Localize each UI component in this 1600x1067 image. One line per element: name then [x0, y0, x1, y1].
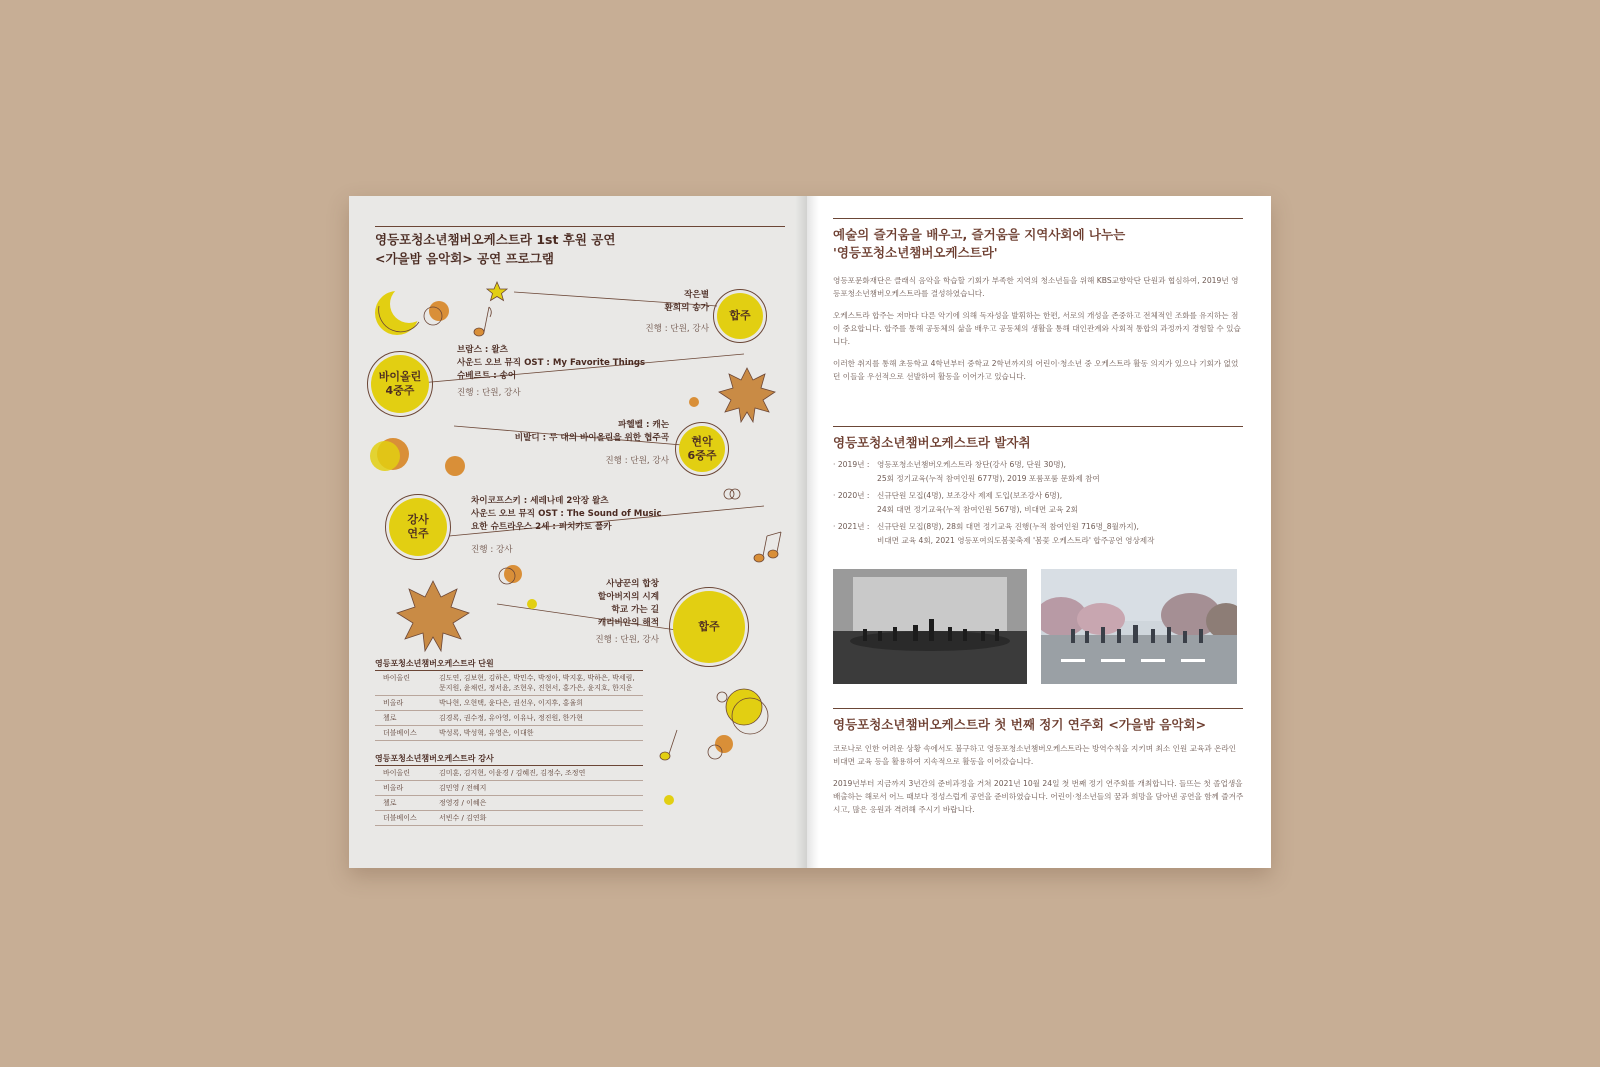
- members-title: 영등포청소년챔버오케스트라 단원: [375, 659, 494, 668]
- table-row: 바이올린 김미훈, 김지현, 이윤경 / 김혜진, 김정수, 조정연: [375, 766, 643, 781]
- program-text-ensemble-1: 작은별 환희의 송가 진행 : 단원, 강사: [645, 290, 709, 334]
- list-item: · 2020년 : 신규단원 모집(4명), 보조강사 제제 도입(보조강사 6명), 24회 대면 정기교육(누적 참여인원 567명), 비대면 교육 2회: [833, 491, 1078, 514]
- program-text-violin-quartet: 브람스 : 왈츠 사운드 오브 뮤직 OST : My Favorite Things 슈베르트 : 송어 진행 : 단원, 강사: [457, 345, 646, 398]
- section-rule: [833, 426, 1243, 427]
- table-row: 첼로 정영경 / 이혜은: [375, 796, 643, 811]
- center-fold: [795, 196, 819, 868]
- photo-outdoor-performance: [1041, 569, 1237, 684]
- program-text-ensemble-2: 사냥꾼의 합창 할아버지의 시계 학교 가는 길 캐리비안의 해적 진행 : 단원, 강사: [595, 579, 659, 645]
- members-table: [375, 670, 643, 741]
- program-circle-violin-quartet: 바이올린 4중주: [371, 355, 429, 413]
- table-row: 더블베이스 서빈수 / 김연화: [375, 811, 643, 826]
- intro-heading: 예술의 즐거움을 배우고, 즐거움을 지역사회에 나누는 '영등포청소년챔버오케스트라': [833, 227, 1126, 260]
- table-row: 더블베이스 박성록, 박성혁, 유영은, 이대한: [375, 726, 643, 741]
- table-row: 비올라 박나현, 오현택, 윤다은, 권선우, 이지후, 홍율희: [375, 696, 643, 711]
- concert-body: 코로나로 인한 어려운 상황 속에서도 불구하고 영등포청소년챔버오케스트라는 방역수칙을 지키며 최소 인원 교육과 온라인 비대면 교육 등을 활용하여 지속적으로 활동을 이어갔습니다. 2019년부터 지금까지 3년간의 준비과정을 거쳐 2021년 10월 24일 첫 번째 정기 연주회를 개최합니다. 들뜨는 첫 졸업생을 배출하는 해로서 어느 때보다 정성스럽게 공연을 준비하였습니다. 어린이·청소년들의 꿈과 희망을 담아낸 공연을 함께 즐겨주시고, 많은 응원과 격려해 주시기 바랍니다.: [833, 744, 1244, 814]
- concert-heading: 영등포청소년챔버오케스트라 첫 번째 정기 연주회 <가을밤 음악회>: [833, 717, 1207, 732]
- program-text-instructors: 차이코프스키 : 세레나데 2악장 왈츠 사운드 오브 뮤직 OST : The Sound of Music 요한 슈트라우스 2세 : 피치카토 폴카 진행 : 강사: [471, 496, 662, 555]
- program-circle-ensemble-1: 합주: [717, 293, 763, 339]
- section-rule: [833, 708, 1243, 709]
- instructors-title: 영등포청소년챔버오케스트라 강사: [375, 754, 494, 763]
- list-item: · 2019년 : 영등포청소년챔버오케스트라 창단(강사 6명, 단원 30명), 25회 정기교육(누적 참여인원 677명), 2019 포룸포룸 문화제 참여: [833, 460, 1100, 483]
- table-row: 첼로 김경록, 권수정, 유아영, 이유나, 정진원, 한가현: [375, 711, 643, 726]
- circle-outline-icon: [717, 689, 768, 734]
- program-circle-ensemble-2: 합주: [673, 591, 745, 663]
- table-row: 바이올린 김도연, 김보현, 김하은, 박민수, 박정아, 박지훈, 박하은, 박세림, 문지원, 윤채린, 정서윤, 조현우, 진현서, 홍가은, 윤지호, 한지운: [375, 671, 643, 696]
- brochure-spread: [349, 196, 1271, 868]
- star-icon: [487, 282, 507, 301]
- history-list: [833, 458, 1245, 551]
- list-item: · 2021년 : 신규단원 모집(8명), 28회 대면 정기교육 진행(누적 참여인원 716명_8월까지), 비대면 교육 4회, 2021 영등포여의도봄꽃축제 '봄꽃 오케스트라' 합주공연 영상제작: [833, 522, 1155, 545]
- instructors-table: [375, 765, 643, 826]
- program-circle-instructors: 강사 연주: [389, 498, 447, 556]
- intro-body: 영등포문화재단은 클래식 음악을 학습할 기회가 부족한 지역의 청소년들을 위해 KBS교향악단 단원과 협심하여, 2019년 영등포청소년챔버오케스트라를 결성하였습니다. 오케스트라 합주는 저마다 다른 악기에 의해 독자성을 발휘하는 한편, 서로의 개성을 존중하고 전체적인 조화를 유지하는 점이 중요합니다. 합주를 통해 공동체의 삶을 배우고 공동체의 생활을 통해 대인관계와 사회적 통합의 과정까지 경험할 수 있습니다. 이러한 취지를 통해 초등학교 4학년부터 중학교 2학년까지의 어린이·청소년 중 오케스트라 활동 의지가 있으나 기회가 없었던 이들을 우선적으로 선발하여 활동을 이어가고 있습니다.: [833, 276, 1241, 381]
- program-title: 영등포청소년챔버오케스트라 1st 후원 공연 <가을밤 음악회> 공연 프로그램: [375, 232, 616, 266]
- program-page: [349, 196, 807, 868]
- table-row: 비올라 김민영 / 전혜지: [375, 781, 643, 796]
- info-page: [807, 196, 1271, 868]
- photo-concert-hall: [833, 569, 1027, 684]
- crescent-moon-icon: [375, 285, 428, 335]
- section-rule: [833, 218, 1243, 219]
- program-circle-string-sextet: 현악 6중주: [679, 426, 725, 472]
- program-text-string-sextet: 파헬벨 : 캐논 비발디 : 두 대의 바이올린을 위한 협주곡 진행 : 단원, 강사: [514, 420, 669, 466]
- history-heading: 영등포청소년챔버오케스트라 발자취: [833, 435, 1031, 450]
